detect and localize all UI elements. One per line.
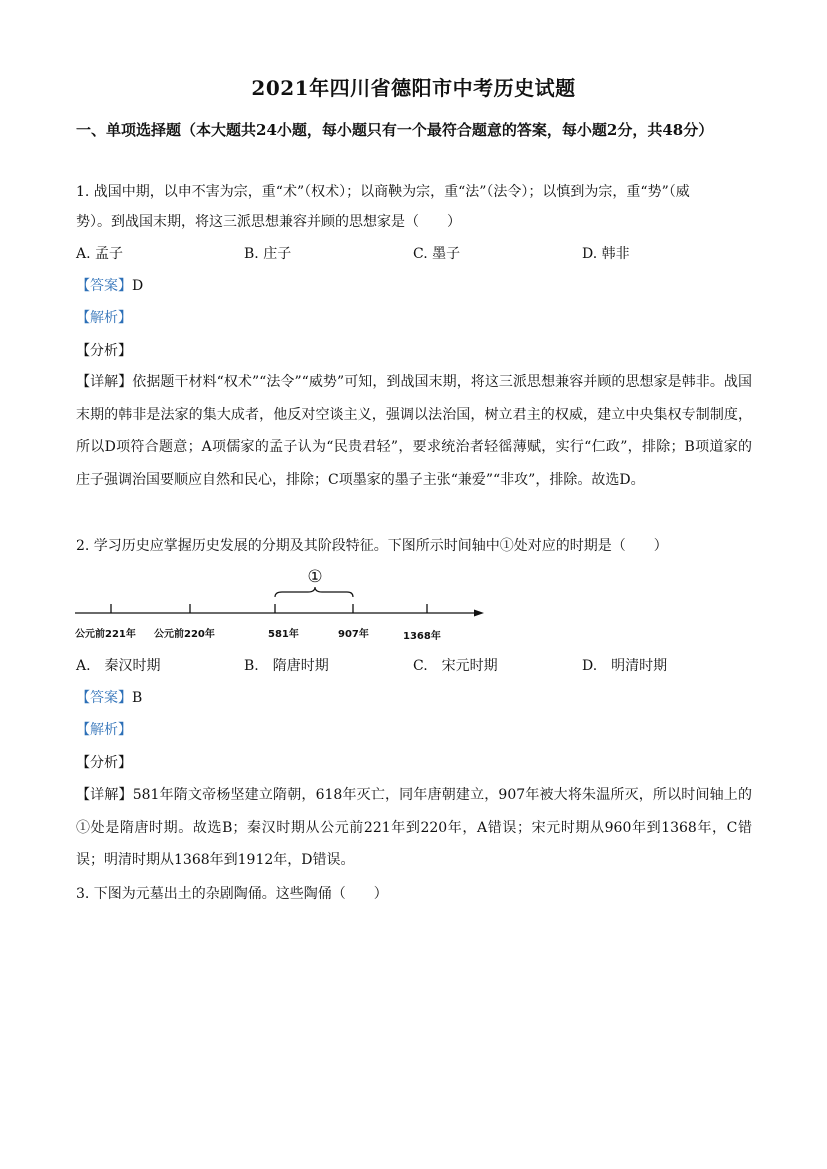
q2-answer-tag: 【答案】 bbox=[76, 690, 132, 706]
q1-fenxi: 【分析】 bbox=[76, 343, 132, 359]
q2-answer bbox=[76, 688, 142, 708]
timeline-label-2: 公元前220年 bbox=[154, 629, 215, 640]
q2-fenxi: 【分析】 bbox=[76, 755, 132, 771]
q2-option-c: C. 宋元时期 bbox=[413, 658, 498, 674]
q1-answer bbox=[76, 276, 143, 296]
timeline-brace bbox=[275, 587, 353, 597]
q1-analysis-tag: 【解析】 bbox=[76, 310, 132, 326]
timeline-label-1: 公元前221年 bbox=[75, 629, 136, 640]
section-heading: 一、单项选择题（本大题共24小题，每小题只有一个最符合题意的答案，每小题2分，共48分） bbox=[76, 121, 714, 139]
q1-answer-tag: 【答案】 bbox=[76, 278, 132, 294]
q1-option-c: C. 墨子 bbox=[413, 246, 461, 262]
q2-answer-value: B bbox=[132, 690, 143, 706]
q2-option-b: B. 隋唐时期 bbox=[244, 658, 329, 674]
timeline-diagram bbox=[70, 562, 490, 648]
q1-option-b: B. 庄子 bbox=[244, 246, 292, 262]
timeline-label-4: 907年 bbox=[338, 629, 369, 640]
q1-detail: 【详解】依据题干材料“权术”“法令”“威势”可知，到战国末期，将这三派思想兼容并顾的思想家是韩非。战国末期的韩非是法家的集大成者，他反对空谈主义，强调以法治国，树立君主的权威，建立中央集权专制制度，所以D项符合题意；A项儒家的孟子认为“民贵君轻”，要求统治者轻徭薄赋，实行“仁政”，排除；B项道家的庄子强调治国要顺应自然和民心，排除；C项墨家的墨子主张“兼爱”“非攻”，排除。故选D。 bbox=[76, 374, 752, 488]
q1-option-d: D. 韩非 bbox=[582, 246, 630, 262]
timeline-marker: ① bbox=[307, 567, 323, 587]
timeline-arrow-icon bbox=[474, 610, 484, 617]
q3-stem: 3. 下图为元墓出土的杂剧陶俑。这些陶俑（ ） bbox=[76, 886, 388, 902]
q1-option-a: A. 孟子 bbox=[76, 246, 124, 262]
timeline-label-3: 581年 bbox=[268, 629, 299, 640]
q2-option-a: A. 秦汉时期 bbox=[76, 658, 161, 674]
q2-analysis-tag: 【解析】 bbox=[76, 722, 132, 738]
q2-detail: 【详解】581年隋文帝杨坚建立隋朝，618年灭亡，同年唐朝建立，907年被大将朱温所灭，所以时间轴上的①处是隋唐时期。故选B；秦汉时期从公元前221年到220年，A错误；宋元时期从960年到1368年，C错误；明清时期从1368年到1912年，D错误。 bbox=[76, 787, 752, 868]
q2-option-d: D. 明清时期 bbox=[582, 658, 668, 674]
page-title: 2021年四川省德阳市中考历史试题 bbox=[251, 76, 576, 100]
timeline-label-5: 1368年 bbox=[403, 631, 441, 642]
q2-stem: 2. 学习历史应掌握历史发展的分期及其阶段特征。下图所示时间轴中①处对应的时期是（ ） bbox=[76, 538, 668, 554]
q1-answer-value: D bbox=[132, 278, 144, 294]
q1-stem-line2: 势）。到战国末期，将这三派思想兼容并顾的思想家是（ ） bbox=[76, 214, 461, 230]
q1-stem-line1: 1. 战国中期，以申不害为宗，重“术”（权术）；以商鞅为宗，重“法”（法令）；以慎到为宗，重“势”（威 bbox=[76, 184, 690, 200]
